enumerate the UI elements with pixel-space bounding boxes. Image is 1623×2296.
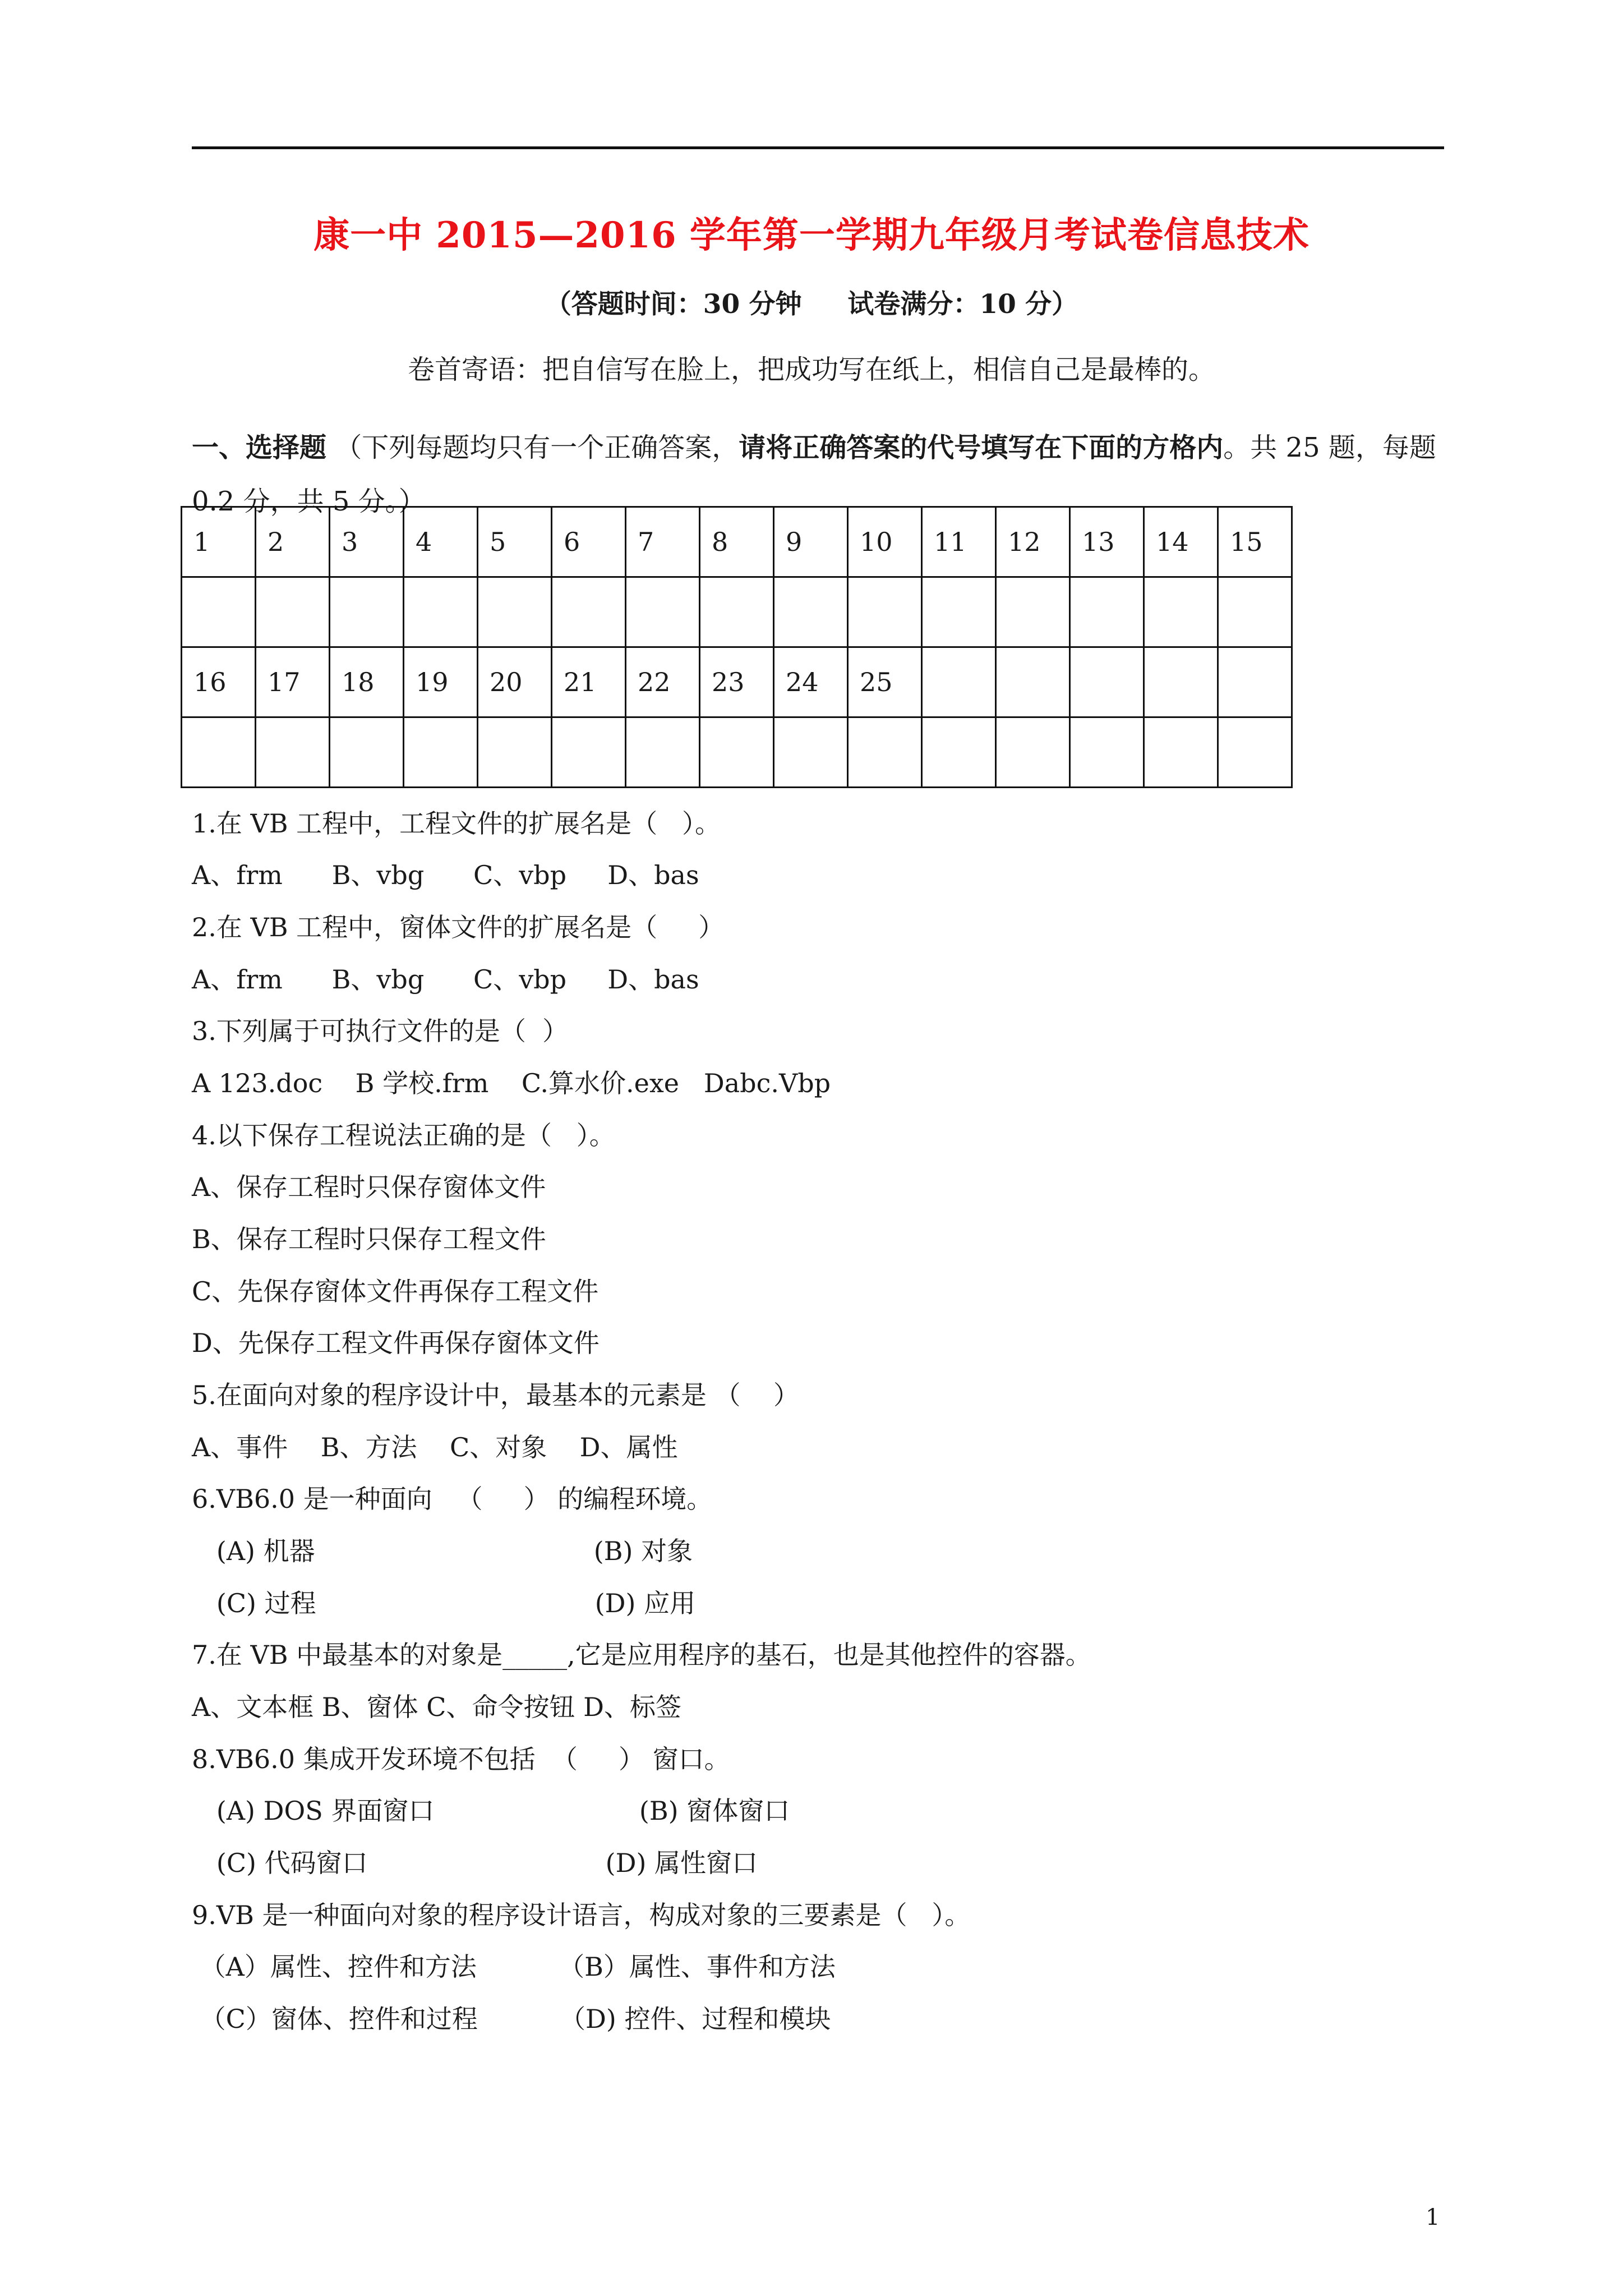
answer-cell[interactable] xyxy=(404,577,478,647)
section-intro-bold: 请将正确答案的代号填写在下面的方格内 xyxy=(739,432,1224,463)
header-rule xyxy=(192,146,1444,149)
number-cell: 17 xyxy=(256,647,330,717)
number-cell: 20 xyxy=(478,647,552,717)
question-9-options-cd: （C）窗体、控件和过程 （D) 控件、过程和模块 xyxy=(192,2004,831,2034)
answer-cell[interactable] xyxy=(996,577,1070,647)
number-cell: 21 xyxy=(552,647,626,717)
question-5-options: A、事件 B、方法 C、对象 D、属性 xyxy=(192,1432,678,1462)
answer-cell[interactable] xyxy=(256,577,330,647)
number-cell: 18 xyxy=(330,647,404,717)
number-cell xyxy=(1070,647,1144,717)
question-4-option-a: A、保存工程时只保存窗体文件 xyxy=(192,1172,546,1202)
question-3-options: A 123.doc B 学校.frm C.算水价.exe Dabc.Vbp xyxy=(192,1068,831,1098)
number-cell: 14 xyxy=(1144,507,1218,577)
question-2: 2.在 VB 工程中，窗体文件的扩展名是（ ） xyxy=(192,912,725,942)
question-6-options-cd: (C) 过程 (D) 应用 xyxy=(192,1588,696,1618)
answer-row xyxy=(182,577,1292,647)
number-cell xyxy=(1144,647,1218,717)
answer-cell[interactable] xyxy=(552,717,626,788)
answer-cell[interactable] xyxy=(478,577,552,647)
answer-cell[interactable] xyxy=(1070,577,1144,647)
number-cell: 7 xyxy=(626,507,700,577)
answer-cell[interactable] xyxy=(700,717,774,788)
answer-cell[interactable] xyxy=(848,717,922,788)
question-6-options-ab: (A) 机器 (B) 对象 xyxy=(192,1536,693,1566)
answer-cell[interactable] xyxy=(330,717,404,788)
number-cell: 24 xyxy=(774,647,848,717)
question-4-option-b: B、保存工程时只保存工程文件 xyxy=(192,1224,546,1254)
answer-cell[interactable] xyxy=(922,717,996,788)
question-1: 1.在 VB 工程中，工程文件的扩展名是（ ）。 xyxy=(192,808,721,839)
question-3: 3.下列属于可执行文件的是（ ） xyxy=(192,1016,569,1046)
number-cell: 19 xyxy=(404,647,478,717)
question-7: 7.在 VB 中最基本的对象是_____,它是应用程序的基石，也是其他控件的容器。 xyxy=(192,1640,1091,1670)
question-9-options-ab: （A）属性、控件和方法 （B）属性、事件和方法 xyxy=(192,1952,836,1982)
exam-subtitle: （答题时间：30 分钟 试卷满分：10 分） xyxy=(545,289,1078,320)
question-4-option-c: C、先保存窗体文件再保存工程文件 xyxy=(192,1276,599,1306)
number-cell: 11 xyxy=(922,507,996,577)
number-row xyxy=(182,507,1292,577)
answer-cell[interactable] xyxy=(774,577,848,647)
question-6: 6.VB6.0 是一种面向 （ ） 的编程环境。 xyxy=(192,1484,713,1514)
number-cell: 5 xyxy=(478,507,552,577)
number-cell: 23 xyxy=(700,647,774,717)
answer-cell[interactable] xyxy=(256,717,330,788)
number-cell xyxy=(1218,647,1292,717)
question-8-options-ab: (A) DOS 界面窗口 (B) 窗体窗口 xyxy=(192,1796,790,1826)
answer-cell[interactable] xyxy=(330,577,404,647)
answer-cell[interactable] xyxy=(1070,717,1144,788)
exam-motto: 卷首寄语：把自信写在脸上，把成功写在纸上，相信自己是最棒的。 xyxy=(407,354,1215,385)
answer-cell[interactable] xyxy=(626,717,700,788)
number-cell: 2 xyxy=(256,507,330,577)
section-intro-b: 。共 25 题，每题 0.2 分，共 5 分。） xyxy=(192,432,1436,517)
number-cell: 8 xyxy=(700,507,774,577)
answer-row xyxy=(182,717,1292,788)
number-cell: 10 xyxy=(848,507,922,577)
number-cell xyxy=(996,647,1070,717)
question-8: 8.VB6.0 集成开发环境不包括 （ ） 窗口。 xyxy=(192,1744,730,1774)
section-heading: 一、选择题 xyxy=(192,432,327,463)
number-cell xyxy=(922,647,996,717)
question-5: 5.在面向对象的程序设计中，最基本的元素是 （ ） xyxy=(192,1380,799,1410)
number-cell: 4 xyxy=(404,507,478,577)
number-row xyxy=(182,647,1292,717)
number-cell: 15 xyxy=(1218,507,1292,577)
answer-cell[interactable] xyxy=(774,717,848,788)
answer-cell[interactable] xyxy=(182,577,256,647)
number-cell: 25 xyxy=(848,647,922,717)
answer-cell[interactable] xyxy=(552,577,626,647)
question-4: 4.以下保存工程说法正确的是（ ）。 xyxy=(192,1120,615,1151)
answer-cell[interactable] xyxy=(626,577,700,647)
answer-cell[interactable] xyxy=(404,717,478,788)
answer-cell[interactable] xyxy=(182,717,256,788)
page-number: 1 xyxy=(1426,2205,1440,2230)
answer-cell[interactable] xyxy=(1144,577,1218,647)
answer-cell[interactable] xyxy=(848,577,922,647)
answer-cell[interactable] xyxy=(1218,577,1292,647)
answer-cell[interactable] xyxy=(996,717,1070,788)
section-intro-a: （下列每题均只有一个正确答案， xyxy=(326,432,739,463)
question-9: 9.VB 是一种面向对象的程序设计语言，构成对象的三要素是（ ）。 xyxy=(192,1900,971,1930)
answer-cell[interactable] xyxy=(922,577,996,647)
answer-cell[interactable] xyxy=(1218,717,1292,788)
answer-cell[interactable] xyxy=(478,717,552,788)
number-cell: 12 xyxy=(996,507,1070,577)
answer-cell[interactable] xyxy=(700,577,774,647)
question-7-options: A、文本框 B、窗体 C、命令按钮 D、标签 xyxy=(192,1692,681,1722)
answer-grid xyxy=(181,506,1293,788)
number-cell: 1 xyxy=(182,507,256,577)
exam-title: 康一中 2015—2016 学年第一学期九年级月考试卷信息技术 xyxy=(313,214,1310,256)
question-8-options-cd: (C) 代码窗口 (D) 属性窗口 xyxy=(192,1848,758,1878)
number-cell: 13 xyxy=(1070,507,1144,577)
number-cell: 9 xyxy=(774,507,848,577)
question-2-options: A、frm B、vbg C、vbp D、bas xyxy=(192,964,699,995)
answer-cell[interactable] xyxy=(1144,717,1218,788)
question-4-option-d: D、先保存工程文件再保存窗体文件 xyxy=(192,1328,600,1358)
number-cell: 16 xyxy=(182,647,256,717)
question-1-options: A、frm B、vbg C、vbp D、bas xyxy=(192,860,699,890)
number-cell: 6 xyxy=(552,507,626,577)
number-cell: 3 xyxy=(330,507,404,577)
number-cell: 22 xyxy=(626,647,700,717)
